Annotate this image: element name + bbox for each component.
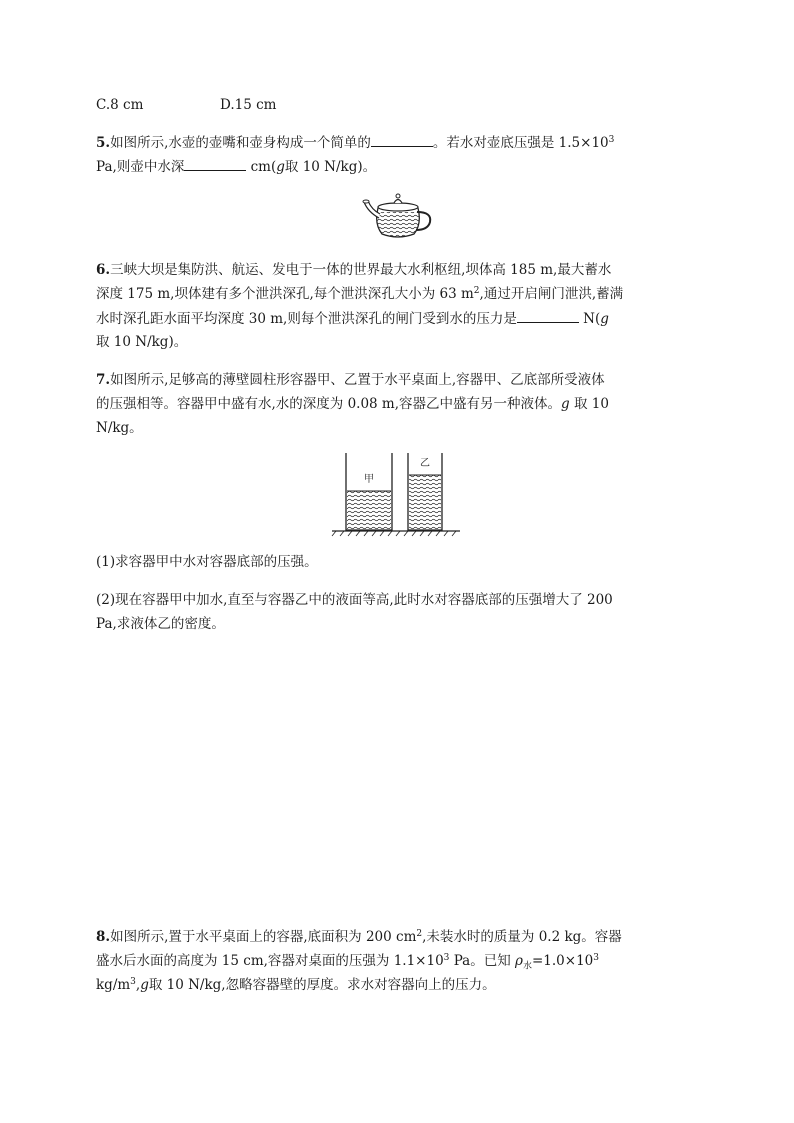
q5-number: 5. xyxy=(96,135,111,151)
q5-line-1 xyxy=(96,132,614,153)
q5-line-2 xyxy=(96,156,376,177)
q7-text-3: N/kg。 xyxy=(96,420,143,436)
liquid-yi xyxy=(409,475,441,529)
q5-sup: 3 xyxy=(608,135,615,145)
q6-blank[interactable] xyxy=(517,308,579,323)
option-c: C.8 cm xyxy=(96,97,144,113)
q8-line-1 xyxy=(96,927,622,947)
q5-text-2c: 取 10 N/kg)。 xyxy=(284,159,377,175)
q6-g: g xyxy=(600,311,609,327)
q6-line-1 xyxy=(96,260,611,280)
q8-number: 8. xyxy=(96,929,111,945)
q6-line-3 xyxy=(96,308,609,329)
q8-text-2c: =1.0×10 xyxy=(531,953,594,969)
q7-text-2b: 取 10 xyxy=(573,396,609,412)
q5-text-1a: 如图所示,水壶的壶嘴和壶身构成一个简单的 xyxy=(110,135,371,151)
q6-text-2a: 深度 175 m,坝体建有多个泄洪深孔,每个泄洪深孔大小为 63 m xyxy=(96,286,474,302)
q6-line-4 xyxy=(96,332,187,352)
q7-text-2: 的压强相等。容器甲中盛有水,水的深度为 0.08 m,容器乙中盛有另一种液体。 xyxy=(96,396,562,412)
q7-sub2-text-b: Pa,求液体乙的密度。 xyxy=(96,616,225,632)
q6-text-3a: 水时深孔距水面平均深度 30 m,则每个泄洪深孔的闸门受到水的压力是 xyxy=(96,311,517,327)
q8-text-2b: Pa。已知 xyxy=(449,953,511,969)
q8-line-2 xyxy=(96,951,599,977)
q7-sub1 xyxy=(96,552,318,572)
q8-sup-3: 3 xyxy=(593,953,599,963)
q7-text-1: 如图所示,足够高的薄壁圆柱形容器甲、乙置于水平桌面上,容器甲、乙底部所受液体 xyxy=(110,372,605,388)
q5-text-2a: Pa,则壶中水深 xyxy=(96,159,185,175)
q6-text-1: 三峡大坝是集防洪、航运、发电于一体的世界最大水利枢纽,坝体高 185 m,最大蓄水 xyxy=(110,262,612,278)
label-yi: 乙 xyxy=(420,458,430,469)
q5-g: g xyxy=(276,159,285,175)
q8-text-3a: kg/m xyxy=(96,977,131,993)
table-hatching xyxy=(332,531,456,536)
teapot-figure xyxy=(360,190,436,242)
q7-line-3 xyxy=(96,418,143,438)
q8-line-3 xyxy=(96,975,496,995)
q8-sup-1: 2 xyxy=(416,929,423,939)
q7-number: 7. xyxy=(96,372,111,388)
q6-line-2 xyxy=(96,284,623,304)
q6-text-2b: ,通过开启闸门泄洪,蓄满 xyxy=(479,286,624,302)
q7-sub1-text: (1)求容器甲中水对容器底部的压强。 xyxy=(96,554,318,570)
water-jia xyxy=(347,491,391,529)
q7-line-1 xyxy=(96,370,605,390)
q5-text-2b: cm( xyxy=(246,159,277,175)
q8-text-2a: 盛水后水面的高度为 15 cm,容器对桌面的压强为 1.1×10 xyxy=(96,953,444,969)
q8-rho-sub: 水 xyxy=(522,961,532,972)
q5-blank-2[interactable] xyxy=(184,156,246,171)
q8-text-1b: ,未装水时的质量为 0.2 kg。容器 xyxy=(422,929,622,945)
q8-text-3b: , xyxy=(135,977,141,993)
q6-sup: 2 xyxy=(473,286,480,296)
q8-g: g xyxy=(140,977,149,993)
q7-sub2-line-1 xyxy=(96,590,613,610)
q6-number: 6. xyxy=(96,262,111,278)
q8-sup-2: 3 xyxy=(443,953,450,963)
q8-text-3c: 取 10 N/kg,忽略容器壁的厚度。求水对容器向上的压力。 xyxy=(148,977,496,993)
q5-blank-1[interactable] xyxy=(371,132,433,147)
q5-text-1b: 。若水对壶底压强是 1.5×10 xyxy=(432,135,609,151)
q6-text-3b: N( xyxy=(578,311,601,327)
q8-sup-4: 3 xyxy=(130,977,136,987)
option-d: D.15 cm xyxy=(220,97,277,113)
q8-rho: ρ xyxy=(510,953,523,969)
containers-figure xyxy=(330,450,462,538)
q8-text-1a: 如图所示,置于水平桌面上的容器,底面积为 200 cm xyxy=(110,929,417,945)
label-jia: 甲 xyxy=(364,474,374,485)
q7-sub2-text-a: (2)现在容器甲中加水,直至与容器乙中的液面等高,此时水对容器底部的压强增大了 200 xyxy=(96,592,613,608)
q7-g: g xyxy=(561,396,570,412)
q6-text-4: 取 10 N/kg)。 xyxy=(96,334,188,350)
q7-line-2 xyxy=(96,394,609,414)
q7-sub2-line-2 xyxy=(96,614,225,634)
